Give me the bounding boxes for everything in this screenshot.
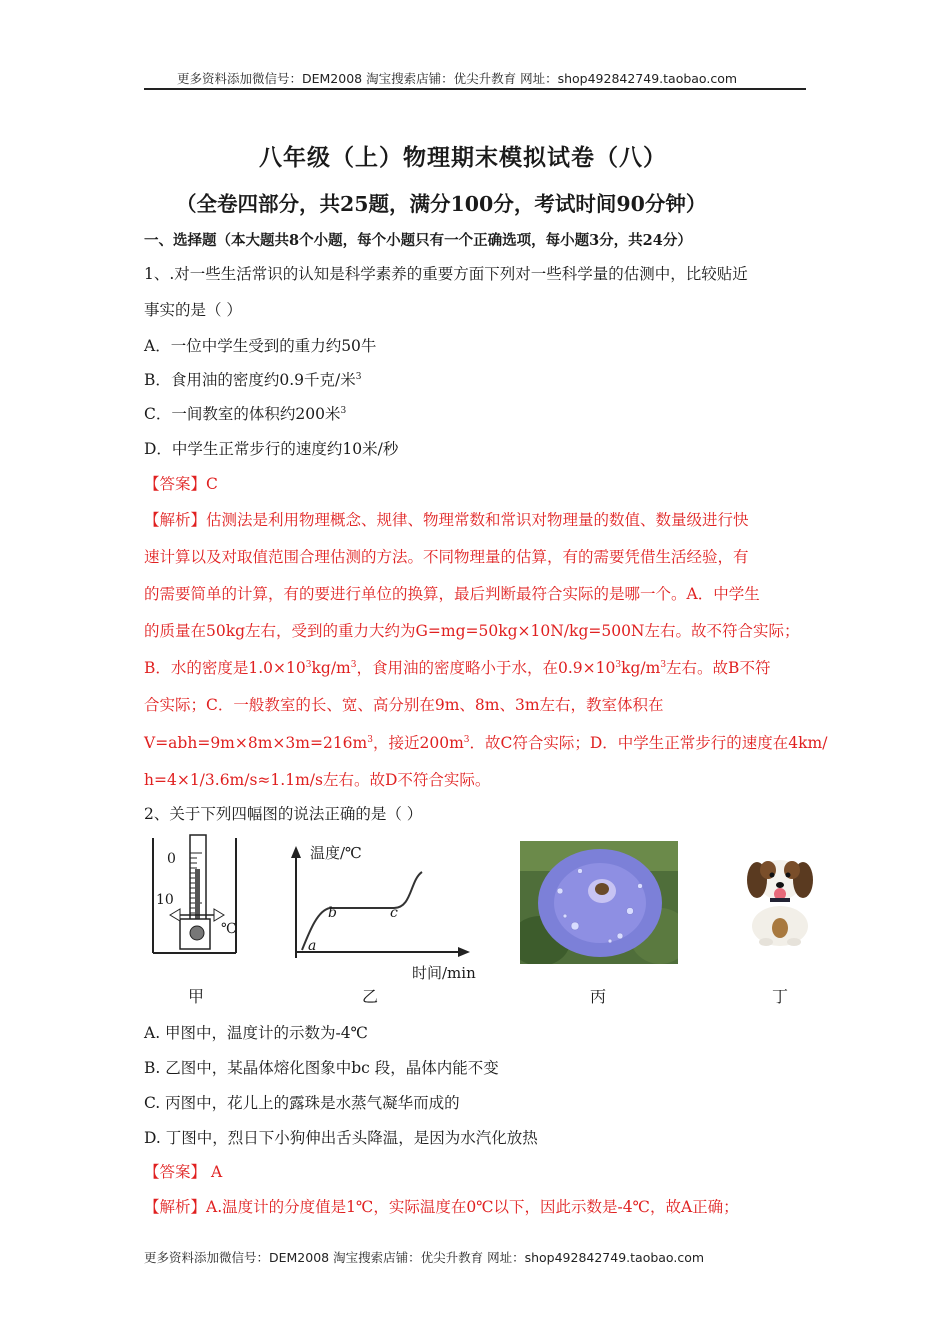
q2-option-c: C. 丙图中，花儿上的露珠是水蒸气凝华而成的 (144, 1094, 460, 1112)
fig-label-bing: 丙 (590, 987, 607, 1006)
q1-option-c-text: C．一间教室的体积约200米 (144, 405, 341, 423)
seg: ，接近200m (372, 734, 464, 752)
q1-option-c (144, 402, 346, 424)
analysis-text: 合实际；C．一般教室的长、宽、高分别在9m、8m、3m左右，教室体积在 (144, 696, 664, 714)
seg: B．水的密度是1.0×10 (144, 659, 306, 677)
superscript: 3 (355, 371, 362, 382)
answer-value: A (206, 1163, 223, 1181)
q1-analysis-line4: 的质量在50kg左右，受到的重力大约为G=mg=50kg×10N/kg=500N左右。故不符合实际； (144, 622, 800, 640)
q1-analysis-line2: 速计算以及对取值范围合理估测的方法。不同物理量的估算，有的需要凭借生活经验，有 (144, 548, 749, 566)
answer-tag: 【答案】 (144, 475, 207, 493)
thermo-label-0: 0 (167, 851, 176, 867)
q1-answer (144, 472, 218, 494)
q2-analysis-line1 (144, 1195, 739, 1217)
thermo-unit: ℃ (221, 921, 237, 937)
flower-photo (520, 841, 678, 964)
seg: kg/m (311, 659, 351, 677)
q1-analysis-line7 (144, 731, 827, 753)
q1-analysis-line3: 的需要简单的计算，有的要进行单位的换算，最后判断最符合实际的是哪一个。A．中学生 (144, 585, 760, 603)
seg: V=abh=9m×8m×3m=216m (144, 734, 368, 752)
analysis-tag: 【解析】 (144, 511, 207, 529)
q2-answer (144, 1160, 222, 1182)
page-header: 更多资料添加微信号：DEM2008 淘宝搜索店铺：优尖升教育 网址：shop492842749.taobao.com (177, 71, 738, 86)
graph-ylabel: 温度/℃ (310, 844, 362, 862)
analysis-text: A.温度计的分度值是1℃，实际温度在0℃以下，因此示数是-4℃，故A正确； (206, 1198, 739, 1216)
seg: kg/m (621, 659, 661, 677)
q1-option-a: A．一位中学生受到的重力约50牛 (144, 337, 377, 355)
q1-analysis-line6 (144, 693, 806, 715)
analysis-text: 估测法是利用物理概念、规律、物理常数和常识对物理量的数值、数量级进行快 (206, 511, 749, 529)
q2-stem: 2、关于下列四幅图的说法正确的是（ ） (144, 805, 423, 823)
q2-option-a: A. 甲图中，温度计的示数为-4℃ (144, 1024, 368, 1042)
q2-option-b: B. 乙图中，某晶体熔化图象中bc 段，晶体内能不变 (144, 1059, 499, 1077)
thermo-label-10: 10 (156, 892, 174, 908)
superscript: 3 (340, 405, 347, 416)
fig-label-ding: 丁 (772, 987, 789, 1006)
fig-label-yi: 乙 (362, 987, 379, 1006)
answer-value: C (206, 475, 218, 493)
fig-label-jia: 甲 (188, 987, 205, 1006)
superscript: 3 (367, 734, 373, 745)
graph-xlabel: 时间/min (412, 964, 476, 982)
page-title: 八年级（上）物理期末模拟试卷（八） (259, 144, 667, 171)
q1-option-b-text: B．食用油的密度约0.9千克/米 (144, 371, 356, 389)
graph-point-a: a (308, 938, 317, 954)
q1-analysis-line5 (144, 656, 770, 678)
q1-analysis-line1 (144, 508, 749, 530)
q1-stem-line2: 事实的是（ ） (144, 301, 242, 319)
page-footer: 更多资料添加微信号：DEM2008 淘宝搜索店铺：优尖升教育 网址：shop492842749.taobao.com (144, 1250, 705, 1265)
superscript: 3 (463, 734, 470, 745)
section-heading: 一、选择题（本大题共8个小题，每个小题只有一个正确选项，每小题3分，共24分） (144, 232, 692, 249)
superscript: 3 (350, 659, 357, 670)
header-rule (144, 88, 806, 90)
superscript: 3 (615, 659, 622, 670)
superscript: 3 (305, 659, 312, 670)
graph-point-b: b (328, 905, 337, 921)
q1-option-b (144, 368, 362, 390)
q1-stem-line1: 1、.对一些生活常识的认知是科学素养的重要方面下列对一些科学量的估测中，比较贴近 (144, 265, 748, 283)
seg: 左右。故B不符 (666, 659, 771, 677)
analysis-tag: 【解析】 (144, 1198, 207, 1216)
puppy-photo (730, 848, 830, 948)
page-subtitle: （全卷四部分，共25题，满分100分，考试时间90分钟） (176, 192, 707, 216)
superscript: 3 (660, 659, 667, 670)
q2-option-d: D. 丁图中，烈日下小狗伸出舌头降温，是因为水汽化放热 (144, 1129, 538, 1147)
q1-analysis-line8: h=4×1/3.6m/s≈1.1m/s左右。故D不符合实际。 (144, 771, 491, 789)
seg: ，食用油的密度略小于水，在0.9×10 (356, 659, 616, 677)
answer-tag: 【答案】 (144, 1163, 207, 1181)
seg: ．故C符合实际；D．中学生正常步行的速度在4km/ (469, 734, 828, 752)
graph-point-c: c (390, 905, 398, 921)
q1-option-d: D．中学生正常步行的速度约10米/秒 (144, 440, 399, 458)
